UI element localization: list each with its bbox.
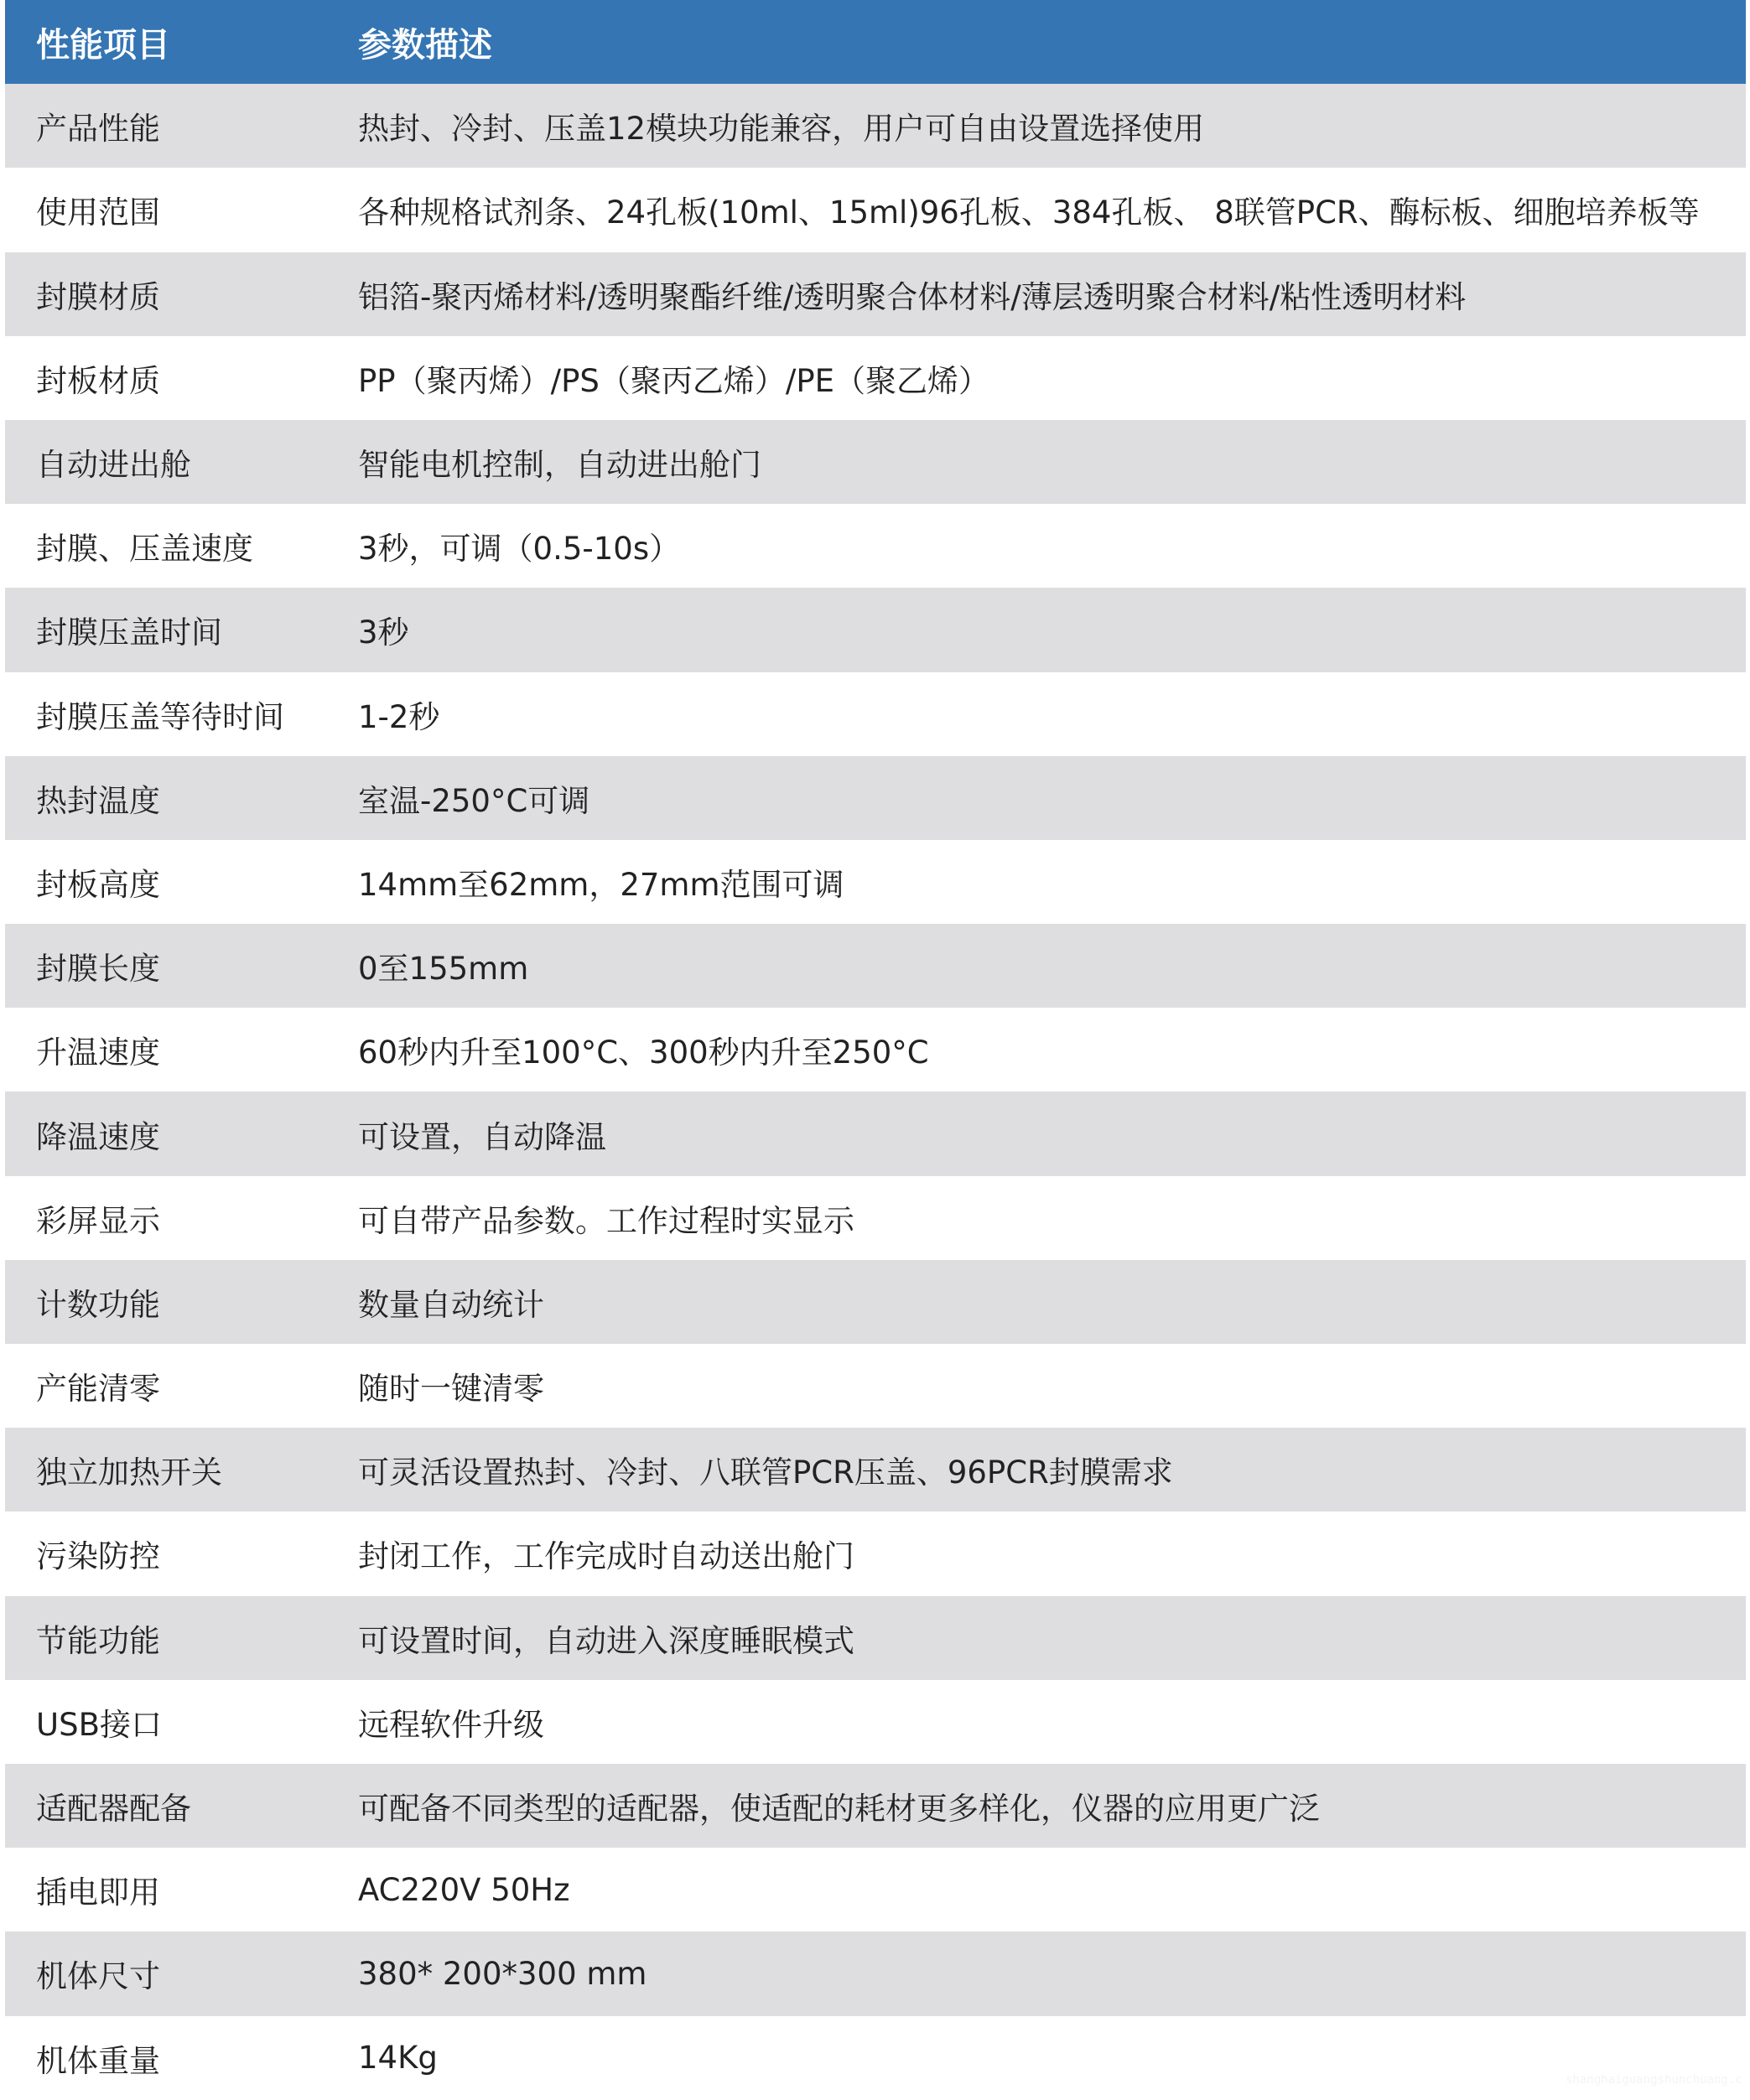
spec-description: 数量自动统计: [358, 1286, 544, 1323]
spec-item: 计数功能: [36, 1286, 160, 1323]
table-row: [5, 168, 1746, 251]
table-row: [5, 1848, 1746, 1931]
spec-description: 室温-250°C可调: [358, 782, 590, 819]
spec-description: 随时一键清零: [358, 1371, 544, 1408]
table-header: [5, 0, 1746, 84]
spec-description: 可灵活设置热封、冷封、八联管PCR压盖、96PCR封膜需求: [358, 1454, 1173, 1491]
spec-item: 彩屏显示: [36, 1202, 160, 1239]
table-row: [5, 672, 1746, 756]
spec-description: 可自带产品参数。工作过程时实显示: [358, 1202, 854, 1239]
table-row: [5, 504, 1746, 588]
spec-item: 插电即用: [36, 1874, 160, 1911]
spec-description: 3秒: [358, 614, 409, 651]
spec-item: 机体尺寸: [36, 1958, 160, 1995]
spec-item: 封板材质: [36, 362, 160, 399]
table-row: [5, 1511, 1746, 1595]
spec-item: 封膜压盖时间: [36, 614, 222, 651]
table-row: [5, 420, 1746, 504]
spec-item: 机体重量: [36, 2042, 160, 2079]
table-row: [5, 840, 1746, 924]
spec-item: 产品性能: [36, 111, 160, 148]
spec-description: AC220V 50Hz: [358, 1871, 570, 1908]
spec-item: 封膜长度: [36, 951, 160, 988]
spec-item: 封板高度: [36, 866, 160, 903]
table-row: [5, 1008, 1746, 1091]
spec-item: 节能功能: [36, 1622, 160, 1659]
table-row: [5, 252, 1746, 336]
spec-item: 封膜、压盖速度: [36, 531, 253, 568]
spec-item: 封膜材质: [36, 278, 160, 315]
spec-table: [5, 0, 1746, 2100]
table-row: [5, 924, 1746, 1008]
spec-description: 各种规格试剂条、24孔板(10ml、15ml)96孔板、384孔板、 8联管PCR、酶标板、细胞培养板等: [358, 194, 1700, 231]
spec-item: 封膜压盖等待时间: [36, 698, 284, 735]
spec-description: 14Kg: [358, 2040, 438, 2077]
table-row: [5, 1260, 1746, 1344]
table-row: [5, 336, 1746, 420]
spec-item: 热封温度: [36, 782, 160, 819]
spec-item: 独立加热开关: [36, 1454, 222, 1491]
spec-item: 降温速度: [36, 1118, 160, 1155]
table-row: [5, 588, 1746, 671]
spec-description: 380* 200*300 mm: [358, 1955, 647, 1992]
spec-description: 铝箔-聚丙烯材料/透明聚酯纤维/透明聚合体材料/薄层透明聚合材料/粘性透明材料: [358, 278, 1467, 315]
spec-item: 自动进出舱: [36, 447, 191, 484]
spec-description: 远程软件升级: [358, 1706, 544, 1743]
spec-description: 0至155mm: [358, 951, 529, 988]
watermark: shanghaiguangshunchuang.c: [1566, 2073, 1742, 2087]
spec-description: 封闭工作，工作完成时自动送出舱门: [358, 1538, 854, 1575]
spec-item: 使用范围: [36, 194, 160, 231]
spec-item: 产能清零: [36, 1371, 160, 1408]
table-row: [5, 1764, 1746, 1848]
spec-description: 14mm至62mm，27mm范围可调: [358, 866, 844, 903]
spec-item: 污染防控: [36, 1538, 160, 1575]
table-row: [5, 2016, 1746, 2100]
spec-item: 升温速度: [36, 1034, 160, 1071]
table-row: [5, 1428, 1746, 1511]
table-row: [5, 1176, 1746, 1260]
spec-description: 60秒内升至100°C、300秒内升至250°C: [358, 1034, 929, 1071]
table-row: [5, 756, 1746, 840]
table-row: [5, 1091, 1746, 1175]
spec-description: 可配备不同类型的适配器，使适配的耗材更多样化，仪器的应用更广泛: [358, 1791, 1320, 1828]
spec-item: USB接口: [36, 1706, 162, 1743]
spec-description: 3秒，可调（0.5-10s）: [358, 531, 681, 568]
table-row: [5, 1596, 1746, 1680]
spec-description: PP（聚丙烯）/PS（聚丙乙烯）/PE（聚乙烯）: [358, 362, 990, 399]
table-row: [5, 1344, 1746, 1428]
spec-description: 1-2秒: [358, 698, 440, 735]
table-row: [5, 84, 1746, 168]
spec-description: 可设置时间，自动进入深度睡眠模式: [358, 1622, 854, 1659]
table-row: [5, 1931, 1746, 2015]
spec-item: 适配器配备: [36, 1791, 191, 1828]
spec-description: 热封、冷封、压盖12模块功能兼容，用户可自由设置选择使用: [358, 111, 1205, 148]
spec-description: 智能电机控制，自动进出舱门: [358, 447, 761, 484]
spec-description: 可设置，自动降温: [358, 1118, 606, 1155]
header-item: 性能项目: [36, 25, 170, 65]
header-description: 参数描述: [358, 25, 492, 65]
table-row: [5, 1680, 1746, 1764]
